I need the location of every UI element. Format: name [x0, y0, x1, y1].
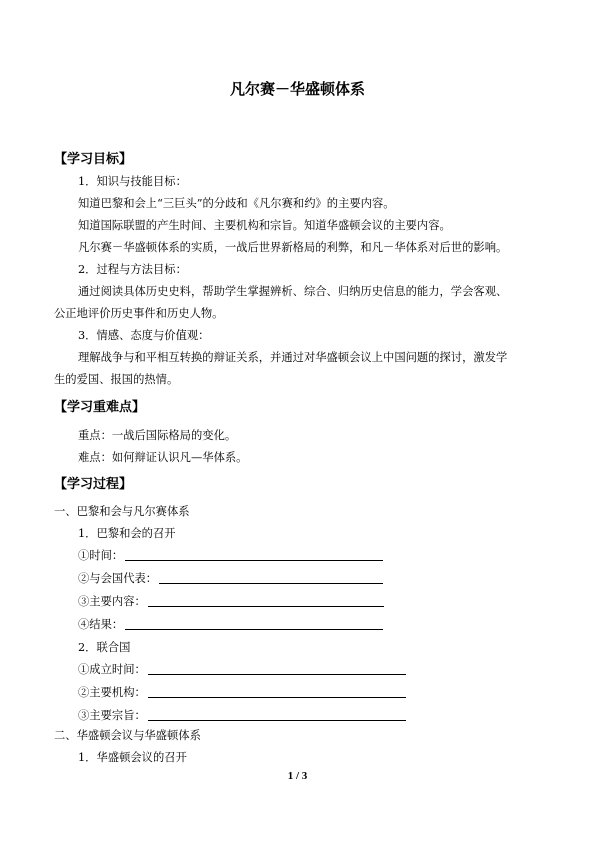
section-heading-keypoints: 【学习重难点】 [54, 400, 146, 415]
page-number: 1 / 3 [287, 770, 308, 782]
keypoint-line: 难点：如何辩证认识凡—华体系。 [78, 451, 248, 464]
field-label: ①时间： [78, 549, 124, 562]
sub-title: 2．联合国 [78, 641, 131, 654]
goals-line: 知道国际联盟的产生时间、主要机构和宗旨。知道华盛顿会议的主要内容。 [78, 219, 451, 232]
fill-blank-field[interactable] [78, 616, 383, 632]
part-title: 二、华盛顿会议与华盛顿体系 [54, 729, 201, 742]
fill-blank-field[interactable] [78, 547, 383, 563]
field-label: ③主要宗旨： [78, 709, 146, 722]
goals-line: 知道巴黎和会上“三巨头”的分歧和《凡尔赛和约》的主要内容。 [78, 197, 395, 210]
field-label: ②主要机构： [78, 686, 146, 699]
goals-line: 通过阅读具体历史史料，帮助学生掌握辨析、综合、归纳历史信息的能力，学会客观、 [78, 285, 508, 298]
goals-line: 公正地评价历史事件和历史人物。 [54, 307, 224, 320]
sub-title: 1．华盛顿会议的召开 [78, 751, 187, 764]
answer-line[interactable] [148, 605, 384, 607]
field-label: ①成立时间： [78, 663, 146, 676]
answer-line[interactable] [125, 559, 383, 561]
section-heading-goals: 【学习目标】 [54, 152, 133, 167]
field-label: ②与会国代表： [78, 572, 158, 585]
part-title: 一、巴黎和会与凡尔赛体系 [54, 505, 190, 518]
answer-line[interactable] [148, 673, 406, 675]
field-label: ④结果： [78, 618, 124, 631]
goals-line: 2．过程与方法目标： [78, 263, 187, 276]
goals-line: 凡尔赛－华盛顿体系的实质，一战后世界新格局的利弊，和凡－华体系对后世的影响。 [78, 241, 508, 254]
document-title: 凡尔赛－华盛顿体系 [229, 80, 365, 98]
fill-blank-field[interactable] [78, 570, 383, 586]
keypoint-line: 重点：一战后国际格局的变化。 [78, 429, 237, 442]
answer-line[interactable] [148, 696, 406, 698]
fill-blank-field[interactable] [78, 707, 406, 723]
goals-line: 理解战争与和平相互转换的辩证关系，并通过对华盛顿会议上中国问题的探讨，激发学 [78, 351, 508, 364]
sub-title: 1．巴黎和会的召开 [78, 527, 176, 540]
goals-line: 1．知识与技能目标： [78, 175, 187, 188]
fill-blank-field[interactable] [78, 661, 406, 677]
field-label: ③主要内容： [78, 595, 146, 608]
answer-line[interactable] [159, 582, 383, 584]
fill-blank-field[interactable] [78, 593, 384, 609]
answer-line[interactable] [125, 628, 383, 630]
answer-line[interactable] [148, 719, 406, 721]
goals-line: 生的爱国、报国的热情。 [54, 373, 179, 386]
goals-line: 3．情感、态度与价值观： [78, 329, 210, 342]
fill-blank-field[interactable] [78, 684, 406, 700]
section-heading-process: 【学习过程】 [54, 477, 133, 492]
